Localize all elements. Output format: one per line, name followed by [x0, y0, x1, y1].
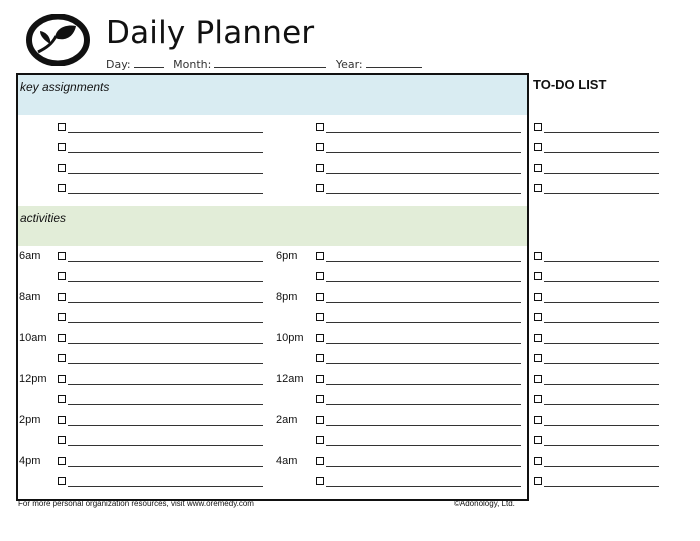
activity-right-7-line[interactable]: [326, 384, 521, 385]
todo-item-6-line[interactable]: [544, 281, 659, 282]
todo-item-2-checkbox[interactable]: [534, 143, 542, 151]
activity-left-9-line[interactable]: [68, 425, 263, 426]
todo-item-6-checkbox[interactable]: [534, 272, 542, 280]
time-label-10pm: 10pm: [276, 332, 304, 344]
activity-left-7-checkbox[interactable]: [58, 375, 66, 383]
activity-left-9-checkbox[interactable]: [58, 416, 66, 424]
activity-right-2-line[interactable]: [326, 281, 521, 282]
todo-item-12-checkbox[interactable]: [534, 395, 542, 403]
month-label: Month:: [173, 58, 212, 71]
activity-right-4-line[interactable]: [326, 322, 521, 323]
activity-right-10-line[interactable]: [326, 445, 521, 446]
todo-item-3-checkbox[interactable]: [534, 164, 542, 172]
key-assignment-right-1-checkbox[interactable]: [316, 123, 324, 131]
leaf-logo-icon: [26, 14, 90, 66]
page-title: Daily Planner: [106, 15, 315, 51]
todo-item-15-checkbox[interactable]: [534, 457, 542, 465]
key-assignment-left-1-checkbox[interactable]: [58, 123, 66, 131]
todo-item-4-line[interactable]: [544, 193, 659, 194]
year-label: Year:: [335, 58, 363, 71]
todo-item-14-checkbox[interactable]: [534, 436, 542, 444]
activity-right-5-checkbox[interactable]: [316, 334, 324, 342]
activity-left-6-line[interactable]: [68, 363, 263, 364]
time-label-8am: 8am: [19, 291, 41, 303]
activity-left-8-line[interactable]: [68, 404, 263, 405]
activity-left-10-line[interactable]: [68, 445, 263, 446]
activity-left-2-checkbox[interactable]: [58, 272, 66, 280]
activity-right-9-checkbox[interactable]: [316, 416, 324, 424]
todo-item-7-line[interactable]: [544, 302, 659, 303]
todo-item-11-line[interactable]: [544, 384, 659, 385]
activity-left-12-checkbox[interactable]: [58, 477, 66, 485]
activity-right-4-checkbox[interactable]: [316, 313, 324, 321]
activity-right-9-line[interactable]: [326, 425, 521, 426]
footer-resources: For more personal organization resources, visit www.oremedy.com: [18, 499, 254, 508]
activities-band: [18, 206, 527, 246]
activity-left-6-checkbox[interactable]: [58, 354, 66, 362]
activity-left-12-line[interactable]: [68, 486, 263, 487]
time-label-2am: 2am: [276, 414, 298, 426]
activity-right-8-line[interactable]: [326, 404, 521, 405]
todo-item-5-line[interactable]: [544, 261, 659, 262]
activity-left-2-line[interactable]: [68, 281, 263, 282]
activity-right-12-checkbox[interactable]: [316, 477, 324, 485]
todo-item-1-checkbox[interactable]: [534, 123, 542, 131]
planner-frame: [16, 73, 529, 501]
time-label-6pm: 6pm: [276, 250, 298, 262]
todo-item-4-checkbox[interactable]: [534, 184, 542, 192]
key-assignment-right-4-checkbox[interactable]: [316, 184, 324, 192]
key-assignments-band: [18, 75, 527, 115]
key-assignment-left-3-line[interactable]: [68, 173, 263, 174]
activity-left-11-line[interactable]: [68, 466, 263, 467]
key-assignment-left-4-line[interactable]: [68, 193, 263, 194]
key-assignment-left-3-checkbox[interactable]: [58, 164, 66, 172]
activity-right-12-line[interactable]: [326, 486, 521, 487]
time-label-12pm: 12pm: [19, 373, 47, 385]
todo-item-10-line[interactable]: [544, 363, 659, 364]
activity-right-10-checkbox[interactable]: [316, 436, 324, 444]
todo-item-13-checkbox[interactable]: [534, 416, 542, 424]
todo-item-3-line[interactable]: [544, 173, 659, 174]
activity-right-11-line[interactable]: [326, 466, 521, 467]
key-assignment-left-2-checkbox[interactable]: [58, 143, 66, 151]
activity-right-6-checkbox[interactable]: [316, 354, 324, 362]
time-label-12am: 12am: [276, 373, 304, 385]
activity-right-3-line[interactable]: [326, 302, 521, 303]
todo-item-11-checkbox[interactable]: [534, 375, 542, 383]
todo-heading: TO-DO LIST: [533, 77, 607, 92]
todo-item-14-line[interactable]: [544, 445, 659, 446]
activity-left-5-checkbox[interactable]: [58, 334, 66, 342]
todo-item-9-line[interactable]: [544, 343, 659, 344]
activity-left-3-line[interactable]: [68, 302, 263, 303]
time-label-4pm: 4pm: [19, 455, 41, 467]
todo-item-10-checkbox[interactable]: [534, 354, 542, 362]
todo-item-7-checkbox[interactable]: [534, 293, 542, 301]
day-field[interactable]: [134, 57, 164, 68]
time-label-2pm: 2pm: [19, 414, 41, 426]
todo-item-9-checkbox[interactable]: [534, 334, 542, 342]
activity-right-3-checkbox[interactable]: [316, 293, 324, 301]
key-assignment-right-2-line[interactable]: [326, 152, 521, 153]
footer-copyright: ©Adonology, Ltd.: [454, 499, 515, 508]
key-assignment-right-3-checkbox[interactable]: [316, 164, 324, 172]
activity-right-7-checkbox[interactable]: [316, 375, 324, 383]
todo-item-13-line[interactable]: [544, 425, 659, 426]
activity-left-10-checkbox[interactable]: [58, 436, 66, 444]
activity-right-5-line[interactable]: [326, 343, 521, 344]
key-assignment-right-3-line[interactable]: [326, 173, 521, 174]
activity-right-11-checkbox[interactable]: [316, 457, 324, 465]
key-assignments-heading: key assignments: [20, 80, 110, 94]
activity-right-2-checkbox[interactable]: [316, 272, 324, 280]
key-assignment-right-1-line[interactable]: [326, 132, 521, 133]
todo-item-8-checkbox[interactable]: [534, 313, 542, 321]
key-assignment-left-1-line[interactable]: [68, 132, 263, 133]
activity-left-7-line[interactable]: [68, 384, 263, 385]
year-field[interactable]: [366, 57, 422, 68]
todo-item-12-line[interactable]: [544, 404, 659, 405]
todo-item-16-line[interactable]: [544, 486, 659, 487]
todo-item-16-checkbox[interactable]: [534, 477, 542, 485]
activity-right-1-checkbox[interactable]: [316, 252, 324, 260]
activity-left-5-line[interactable]: [68, 343, 263, 344]
todo-item-15-line[interactable]: [544, 466, 659, 467]
key-assignment-right-2-checkbox[interactable]: [316, 143, 324, 151]
activity-left-11-checkbox[interactable]: [58, 457, 66, 465]
activities-heading: activities: [20, 211, 67, 225]
activity-left-8-checkbox[interactable]: [58, 395, 66, 403]
activity-right-6-line[interactable]: [326, 363, 521, 364]
time-label-10am: 10am: [19, 332, 47, 344]
activity-right-8-checkbox[interactable]: [316, 395, 324, 403]
date-line: [106, 57, 428, 71]
month-field[interactable]: [214, 57, 326, 68]
key-assignment-right-4-line[interactable]: [326, 193, 521, 194]
day-label: Day:: [106, 58, 131, 71]
todo-item-5-checkbox[interactable]: [534, 252, 542, 260]
activity-right-1-line[interactable]: [326, 261, 521, 262]
todo-item-2-line[interactable]: [544, 152, 659, 153]
activity-left-3-checkbox[interactable]: [58, 293, 66, 301]
key-assignment-left-2-line[interactable]: [68, 152, 263, 153]
todo-item-8-line[interactable]: [544, 322, 659, 323]
activity-left-1-line[interactable]: [68, 261, 263, 262]
activity-left-4-line[interactable]: [68, 322, 263, 323]
time-label-4am: 4am: [276, 455, 298, 467]
activity-left-1-checkbox[interactable]: [58, 252, 66, 260]
time-label-6am: 6am: [19, 250, 41, 262]
activity-left-4-checkbox[interactable]: [58, 313, 66, 321]
todo-item-1-line[interactable]: [544, 132, 659, 133]
key-assignment-left-4-checkbox[interactable]: [58, 184, 66, 192]
time-label-8pm: 8pm: [276, 291, 298, 303]
